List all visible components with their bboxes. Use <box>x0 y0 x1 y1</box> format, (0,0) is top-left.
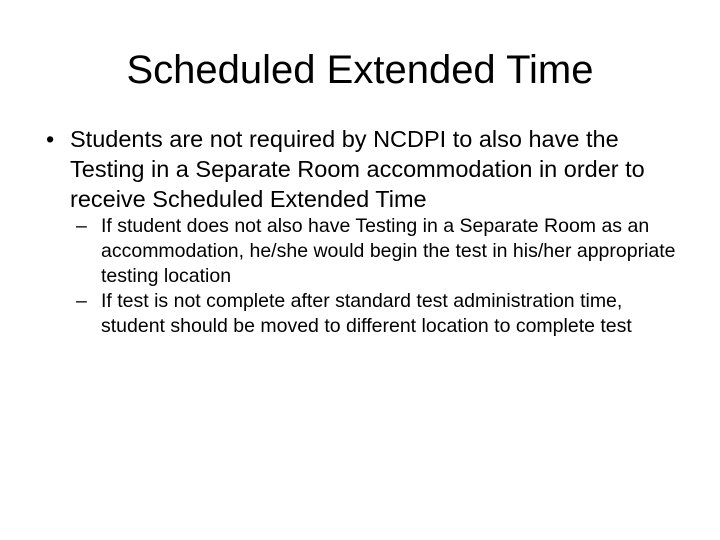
bullet-marker: • <box>46 126 55 152</box>
sub-bullet-marker: – <box>76 215 87 237</box>
sub-bullet-item <box>76 289 676 339</box>
sub-bullet-item <box>76 214 676 289</box>
sub-bullet-list <box>76 214 676 339</box>
bullet-item <box>46 124 686 214</box>
bullet-text: Students are not required by NCDPI to also have the Testing in a Separate Room accommodation in order to receive Scheduled Extended Time <box>70 126 645 212</box>
sub-bullet-marker: – <box>76 290 87 312</box>
sub-bullet-text: If test is not complete after standard test administration time, student should be moved to different location to complete test <box>101 290 632 337</box>
sub-bullet-text: If student does not also have Testing in a Separate Room as an accommodation, he/she would begin the test in his/her appropriate testing location <box>101 215 676 287</box>
slide-title: Scheduled Extended Time <box>126 48 594 92</box>
